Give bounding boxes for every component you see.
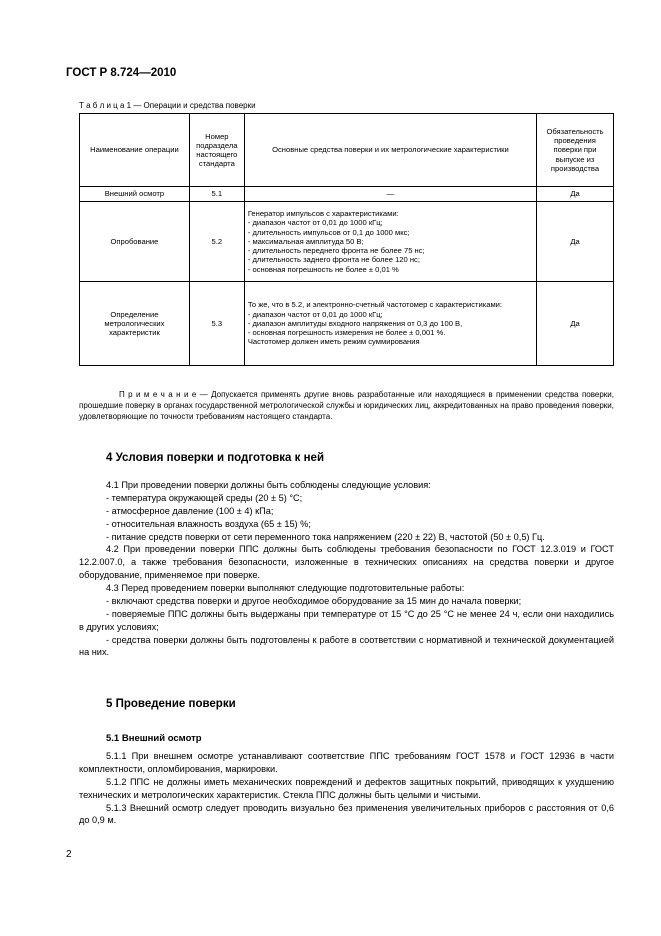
means-line: - основная погрешность не более ± 0,01 %: [247, 264, 399, 274]
table-caption: Т а б л и ц а 1 — Операции и средства поверки: [79, 101, 256, 110]
paragraph: - поверяемые ППС должны быть выдержаны при температуре от 15 °С до 25 °С не менее 24 ч, если они находились в других условиях;: [79, 608, 614, 632]
paragraph: - средства поверки должны быть подготовлены к работе в соответствии с нормативной и технической документацией на них.: [79, 634, 614, 658]
means-line: - длительность переднего фронта не более 75 нс;: [247, 246, 425, 256]
cell-operation: Опробование: [80, 202, 190, 282]
header-operation: Наименование операции: [80, 114, 190, 187]
means-line: - диапазон частот от 0,01 до 1000 кГц;: [247, 218, 383, 228]
means-line: То же, что в 5.2, и электронно-счетный частотомер с характеристиками:: [247, 300, 503, 310]
table-note: П р и м е ч а н и е — Допускается применять другие вновь разработанные или находящиеся в применении средства поверки, прошедшие поверку в органах государственной метрологической службы и юридических лиц, аккредитованных на право проведения поверки, удовлетворяющие по точности требованиям настоящего стандарта.: [79, 390, 614, 422]
cell-means: [244, 282, 536, 366]
section-5-body: [79, 750, 614, 827]
section-5-title: 5 Проведение поверки: [106, 698, 236, 710]
cell-operation: Определение метрологических характеристик: [80, 282, 190, 366]
paragraph: 5.1.3 Внешний осмотр следует проводить визуально без применения увеличительных приборов с расстояния от 0,6 до 0,9 м.: [79, 802, 614, 826]
means-line: - длительность заднего фронта не более 120 нс;: [247, 255, 420, 265]
means-line: - диапазон частот от 0,01 до 1000 кГц;: [247, 309, 383, 319]
paragraph: 4.1 При проведении поверки должны быть соблюдены следующие условия:: [106, 480, 431, 490]
paragraph: 5.1.2 ППС не должны иметь механических повреждений и дефектов защитных покрытий, приводящих к ухудшению технических и метрологических характеристик. Стекла ППС должны быть целыми и чистыми.: [79, 776, 614, 800]
means-line: - максимальная амплитуда 50 В;: [247, 236, 364, 246]
means-line: Частотомер должен иметь режим суммирования: [247, 337, 420, 347]
table-row: [80, 202, 614, 282]
section-4-body: [79, 479, 614, 659]
means-line: Генератор импульсов с характеристиками:: [247, 209, 399, 219]
header-verification-means: Основные средства поверки и их метрологические характеристики: [244, 114, 536, 187]
cell-number: 5.1: [189, 187, 244, 202]
cell-mandatory: Да: [537, 202, 614, 282]
means-line: - длительность импульсов от 0,1 до 1000 мкс;: [247, 227, 410, 237]
operations-table: [79, 113, 614, 366]
cell-mandatory: Да: [537, 187, 614, 202]
cell-number: 5.2: [189, 202, 244, 282]
section-4-title: 4 Условия поверки и подготовка к ней: [106, 452, 325, 464]
header-subsection-number: Номер подраздела настоящего стандарта: [189, 114, 244, 187]
paragraph: - относительная влажность воздуха (65 ± 15) %;: [106, 518, 311, 529]
paragraph: - температура окружающей среды (20 ± 5) °С;: [106, 492, 303, 503]
paragraph: - включают средства поверки и другое необходимое оборудование за 15 мин до начала поверки;: [106, 595, 522, 606]
subsection-5-1-title: 5.1 Внешний осмотр: [106, 733, 202, 744]
paragraph: 4.3 Перед проведением поверки выполняют следующие подготовительные работы:: [106, 583, 465, 593]
table-row: [80, 282, 614, 366]
paragraph: - питание средств поверки от сети переменного тока напряжением (220 ± 22) В, частотой (50 ± 0,5) Гц.: [106, 531, 545, 542]
cell-mandatory: Да: [537, 282, 614, 366]
means-line: - диапазон амплитуды входного напряжения от 0,3 до 100 В,: [247, 318, 463, 328]
table-header-row: [80, 114, 614, 187]
document-header: ГОСТ Р 8.724—2010: [66, 67, 177, 79]
paragraph: 5.1.1 При внешнем осмотре устанавливают соответствие ППС требованиям ГОСТ 1578 и ГОСТ 12936 в части комплектности, опломбирования, маркировки.: [79, 751, 614, 774]
cell-means: [244, 202, 536, 282]
cell-number: 5.3: [189, 282, 244, 366]
header-mandatory: Обязательность проведения поверки при выпуске из производства: [537, 114, 614, 187]
means-line: - основная погрешность измерения не более ± 0,001 %.: [247, 328, 446, 338]
table-row: [80, 187, 614, 202]
page-number: 2: [66, 849, 72, 860]
paragraph: - атмосферное давление (100 ± 4) кПа;: [106, 505, 274, 516]
cell-means: —: [244, 187, 536, 202]
paragraph: 4.2 При проведении поверки ППС должны быть соблюдены требования безопасности по ГОСТ 12.3.019 и ГОСТ 12.2.007.0, а также требования безопасности, изложенные в технических описаниях на средства поверки и другое оборудование, применяемое при поверке.: [79, 544, 614, 581]
cell-operation: Внешний осмотр: [80, 187, 190, 202]
